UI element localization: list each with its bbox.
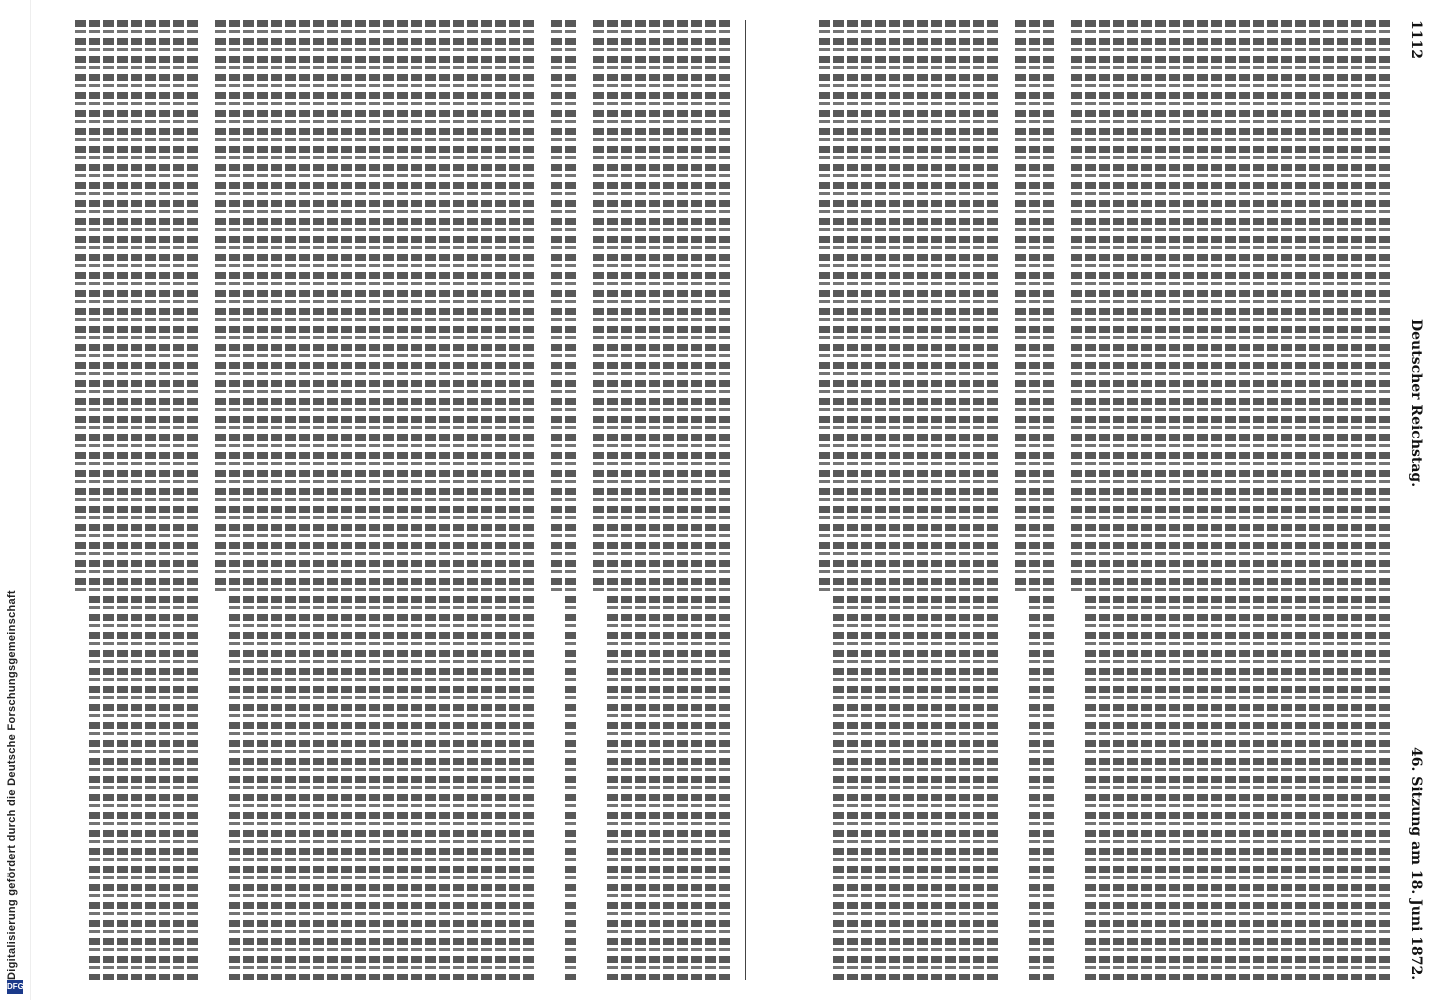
digitization-sidebar [0,0,31,1000]
column-divider [745,20,746,980]
paragraph-block [40,20,730,980]
page-number: 1112 [1408,20,1424,59]
session-date: 46. Sitzung am 18. Juni 1872. [1408,746,1424,980]
page-header [1398,20,1424,980]
paragraph-block [760,20,1390,980]
digitization-credit: Digitalisierung gefördert durch die Deutsche Forschungsgemeinschaft [6,590,18,980]
publication-title: Deutscher Reichstag. [1408,318,1424,487]
text-column-left [40,20,730,980]
dfg-logo-icon: DFG [7,980,23,994]
text-column-right [760,20,1390,980]
